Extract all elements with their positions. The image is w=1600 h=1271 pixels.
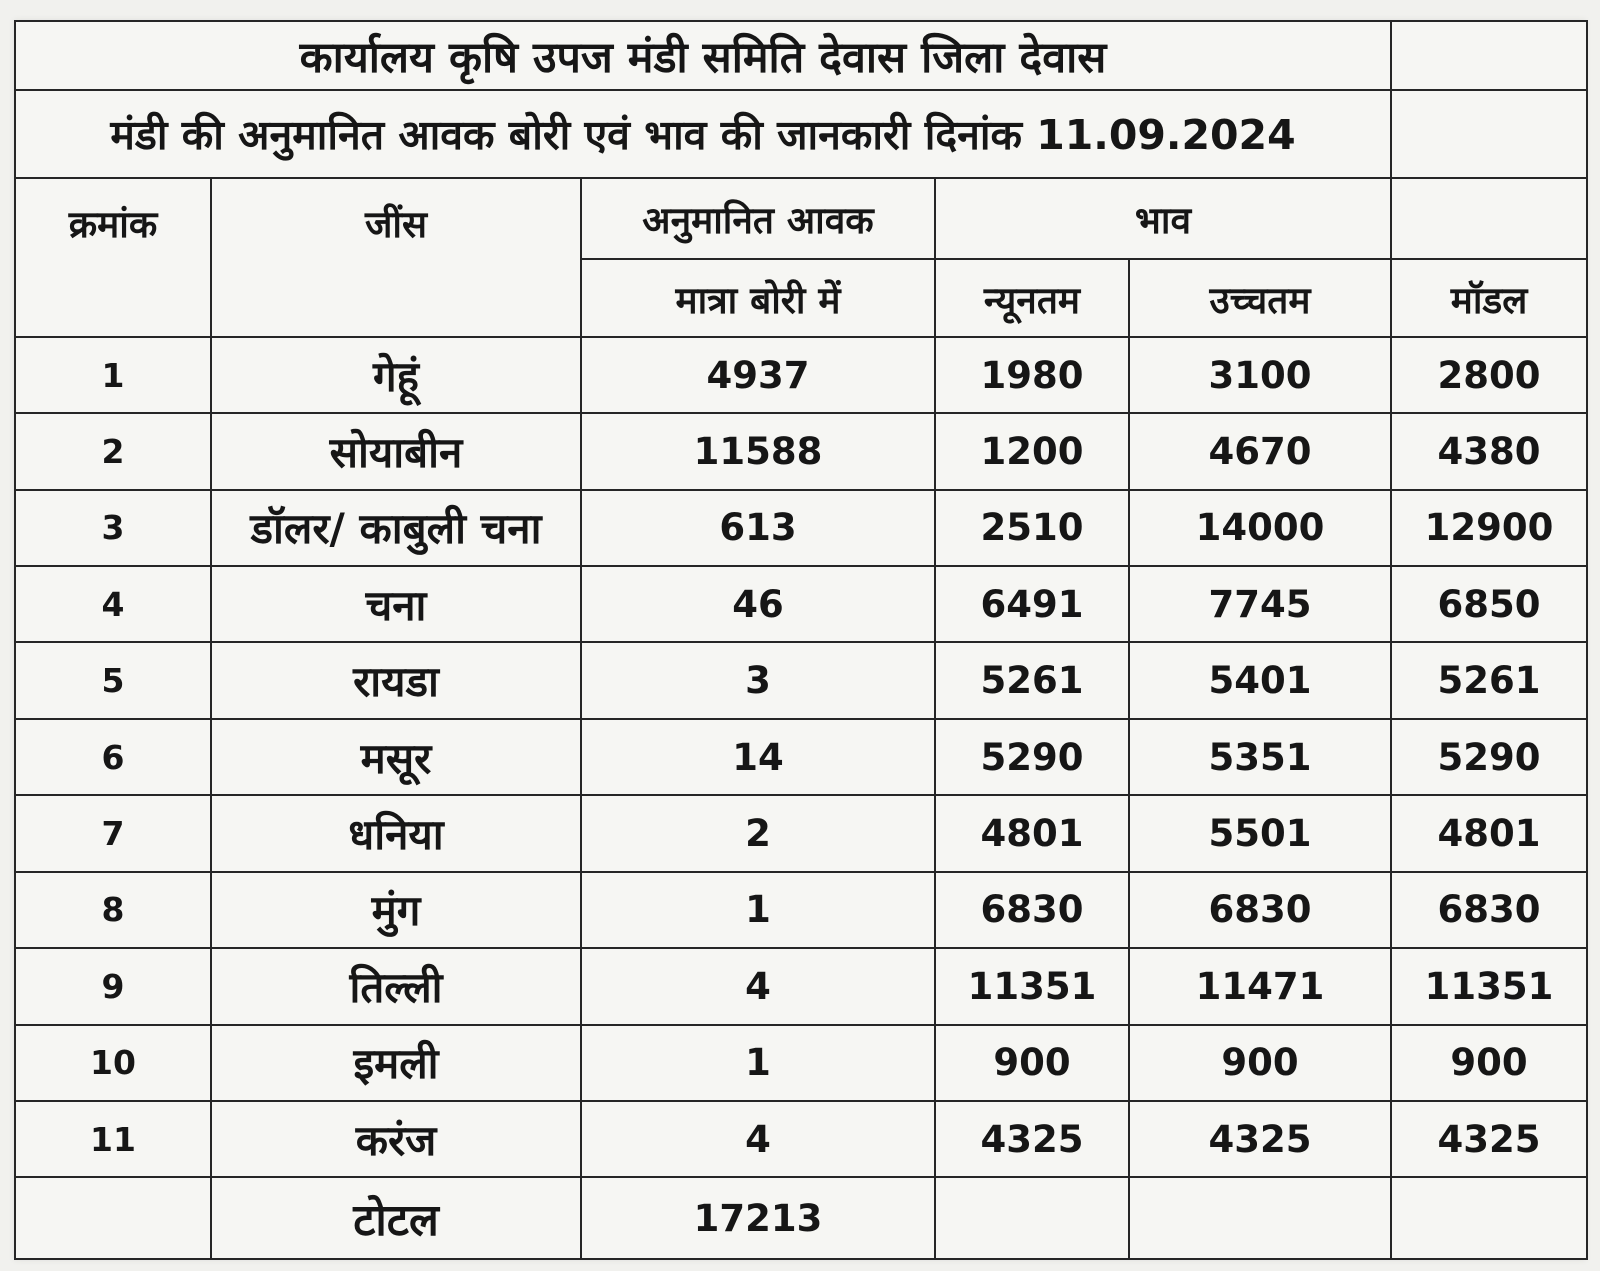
max-price-cell: 900 — [1129, 1025, 1391, 1101]
commodity-cell: इमली — [211, 1025, 581, 1101]
total-blank-max-cell — [1129, 1177, 1391, 1259]
col-arrival-group-header: अनुमानित आवक — [581, 178, 935, 260]
col-min-header: न्यूनतम — [935, 259, 1129, 336]
modal-price-cell: 2800 — [1391, 337, 1587, 413]
modal-price-cell: 4380 — [1391, 413, 1587, 489]
total-arrival-qty: 17213 — [581, 1177, 935, 1259]
max-price-cell: 4670 — [1129, 413, 1391, 489]
header-blank-cell — [1391, 178, 1587, 260]
total-row — [15, 1177, 1587, 1259]
arrival-qty-cell: 2 — [581, 795, 935, 871]
min-price-cell: 5261 — [935, 642, 1129, 718]
serial-cell: 5 — [15, 642, 211, 718]
max-price-cell: 5351 — [1129, 719, 1391, 795]
arrival-qty-cell: 4 — [581, 1101, 935, 1177]
arrival-qty-cell: 4937 — [581, 337, 935, 413]
col-price-group-header: भाव — [935, 178, 1391, 260]
col-max-header: उच्चतम — [1129, 259, 1391, 336]
commodity-cell: गेहूं — [211, 337, 581, 413]
serial-cell: 7 — [15, 795, 211, 871]
commodity-cell: मसूर — [211, 719, 581, 795]
modal-price-cell: 12900 — [1391, 490, 1587, 566]
serial-cell: 1 — [15, 337, 211, 413]
max-price-cell: 6830 — [1129, 872, 1391, 948]
document-sheet — [14, 20, 1586, 1260]
min-price-cell: 6491 — [935, 566, 1129, 642]
modal-price-cell: 900 — [1391, 1025, 1587, 1101]
serial-cell: 2 — [15, 413, 211, 489]
min-price-cell: 2510 — [935, 490, 1129, 566]
commodity-cell: करंज — [211, 1101, 581, 1177]
col-arrival-qty-header: मात्रा बोरी में — [581, 259, 935, 336]
commodity-cell: धनिया — [211, 795, 581, 871]
arrival-qty-cell: 1 — [581, 1025, 935, 1101]
title-row — [15, 21, 1587, 90]
arrival-qty-cell: 46 — [581, 566, 935, 642]
min-price-cell: 6830 — [935, 872, 1129, 948]
max-price-cell: 14000 — [1129, 490, 1391, 566]
table-row — [15, 413, 1587, 489]
col-serial-header: क्रमांक — [15, 178, 211, 337]
serial-cell: 10 — [15, 1025, 211, 1101]
table-row — [15, 642, 1587, 718]
arrival-qty-cell: 4 — [581, 948, 935, 1024]
title-blank-cell — [1391, 21, 1587, 90]
header-row-1 — [15, 178, 1587, 260]
commodity-cell: तिल्ली — [211, 948, 581, 1024]
modal-price-cell: 6830 — [1391, 872, 1587, 948]
table-row — [15, 795, 1587, 871]
commodity-cell: चना — [211, 566, 581, 642]
modal-price-cell: 5261 — [1391, 642, 1587, 718]
serial-cell: 9 — [15, 948, 211, 1024]
max-price-cell: 5401 — [1129, 642, 1391, 718]
serial-cell: 8 — [15, 872, 211, 948]
min-price-cell: 4325 — [935, 1101, 1129, 1177]
commodity-cell: रायडा — [211, 642, 581, 718]
table-row — [15, 872, 1587, 948]
table-row — [15, 490, 1587, 566]
serial-cell: 4 — [15, 566, 211, 642]
arrival-qty-cell: 613 — [581, 490, 935, 566]
modal-price-cell: 11351 — [1391, 948, 1587, 1024]
table-row — [15, 566, 1587, 642]
max-price-cell: 5501 — [1129, 795, 1391, 871]
table-row — [15, 1025, 1587, 1101]
subtitle-row — [15, 90, 1587, 178]
min-price-cell: 5290 — [935, 719, 1129, 795]
min-price-cell: 4801 — [935, 795, 1129, 871]
office-title: कार्यालय कृषि उपज मंडी समिति देवास जिला देवास — [15, 21, 1391, 90]
report-subtitle: मंडी की अनुमानित आवक बोरी एवं भाव की जानकारी दिनांक 11.09.2024 — [15, 90, 1391, 178]
modal-price-cell: 6850 — [1391, 566, 1587, 642]
arrival-qty-cell: 11588 — [581, 413, 935, 489]
max-price-cell: 11471 — [1129, 948, 1391, 1024]
serial-cell: 11 — [15, 1101, 211, 1177]
total-blank-modal-cell — [1391, 1177, 1587, 1259]
arrival-qty-cell: 1 — [581, 872, 935, 948]
commodity-cell: सोयाबीन — [211, 413, 581, 489]
min-price-cell: 1200 — [935, 413, 1129, 489]
table-row — [15, 948, 1587, 1024]
min-price-cell: 11351 — [935, 948, 1129, 1024]
total-label: टोटल — [211, 1177, 581, 1259]
serial-cell: 3 — [15, 490, 211, 566]
max-price-cell: 3100 — [1129, 337, 1391, 413]
modal-price-cell: 4801 — [1391, 795, 1587, 871]
min-price-cell: 1980 — [935, 337, 1129, 413]
total-blank-min-cell — [935, 1177, 1129, 1259]
mandi-arrival-price-table — [14, 20, 1588, 1260]
max-price-cell: 4325 — [1129, 1101, 1391, 1177]
min-price-cell: 900 — [935, 1025, 1129, 1101]
table-row — [15, 1101, 1587, 1177]
table-row — [15, 719, 1587, 795]
modal-price-cell: 4325 — [1391, 1101, 1587, 1177]
table-row — [15, 337, 1587, 413]
serial-cell: 6 — [15, 719, 211, 795]
subtitle-blank-cell — [1391, 90, 1587, 178]
commodity-cell: मुंग — [211, 872, 581, 948]
total-blank-serial-cell — [15, 1177, 211, 1259]
col-modal-header: मॉडल — [1391, 259, 1587, 336]
max-price-cell: 7745 — [1129, 566, 1391, 642]
arrival-qty-cell: 14 — [581, 719, 935, 795]
commodity-cell: डॉलर/ काबुली चना — [211, 490, 581, 566]
modal-price-cell: 5290 — [1391, 719, 1587, 795]
col-commodity-header: जींस — [211, 178, 581, 337]
arrival-qty-cell: 3 — [581, 642, 935, 718]
